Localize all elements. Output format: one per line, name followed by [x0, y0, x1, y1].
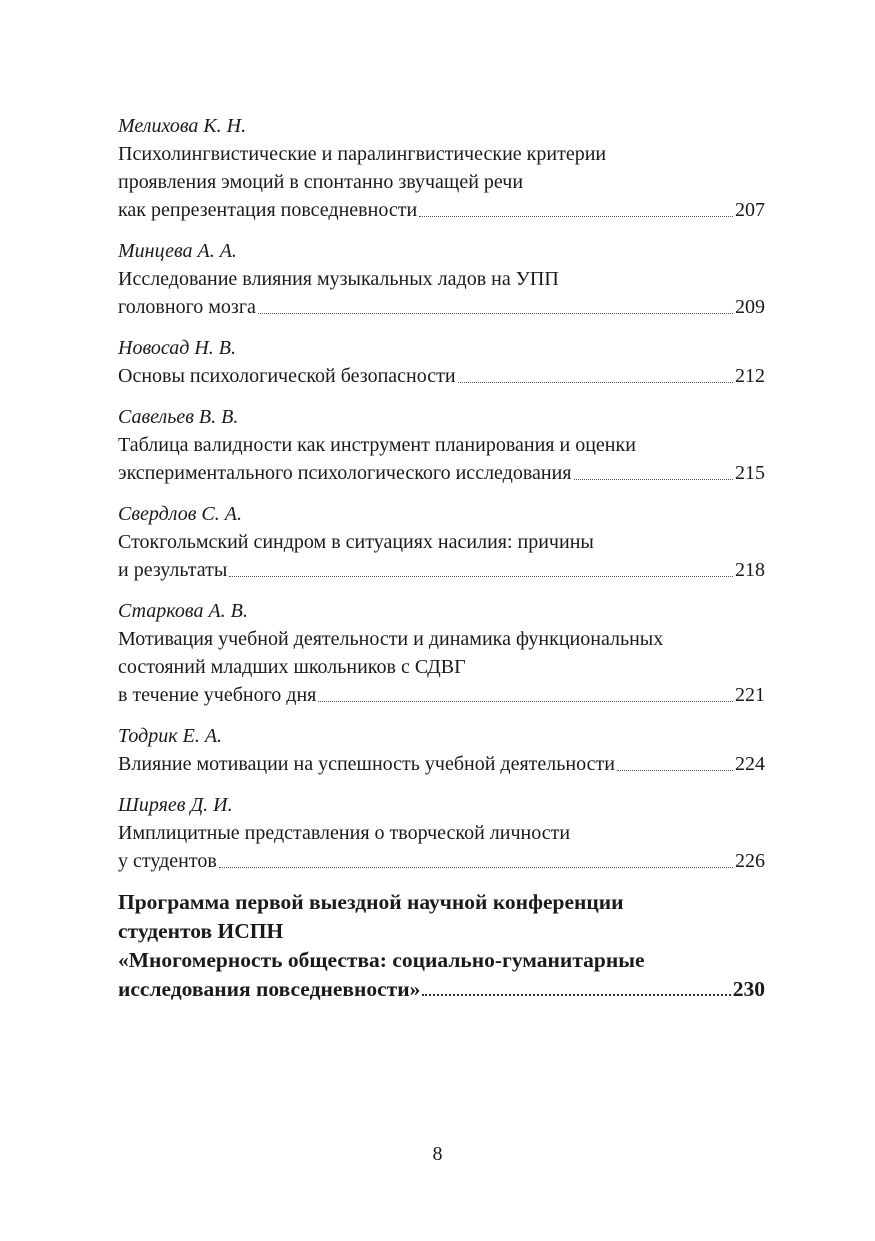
entry-title-line: Влияние мотивации на успешность учебной деятельности — [118, 753, 615, 775]
dot-leader — [422, 993, 730, 996]
entry-title-last-line — [118, 750, 765, 778]
entry-author: Мелихова К. Н. — [118, 115, 247, 137]
program-page-number: 230 — [732, 977, 765, 1001]
toc-entry — [118, 597, 765, 709]
toc-entry — [118, 722, 765, 778]
entry-title-line: проявления эмоций в спонтанно звучащей речи — [118, 171, 524, 193]
entry-title-line: Таблица валидности как инструмент планирования и оценки — [118, 434, 636, 456]
entry-page-number: 224 — [735, 753, 765, 775]
toc-entry — [118, 334, 765, 390]
program-entry — [118, 888, 765, 1004]
entry-page-number: 221 — [735, 684, 765, 706]
entry-title-line: Стокгольмский синдром в ситуациях насилия: причины — [118, 531, 594, 553]
entry-title-last-line — [118, 556, 765, 584]
dot-leader — [258, 312, 733, 314]
entry-title-last-line — [118, 847, 765, 875]
toc-entry — [118, 791, 765, 875]
entry-title-last-line — [118, 293, 765, 321]
dot-leader — [229, 575, 733, 577]
entry-author: Свердлов С. А. — [118, 503, 242, 525]
entry-page-number: 215 — [735, 462, 765, 484]
program-title-line: студентов ИСПН — [118, 919, 284, 943]
table-of-contents — [118, 112, 765, 1004]
entry-author: Минцева А. А. — [118, 240, 237, 262]
entry-title-line: состояний младших школьников с СДВГ — [118, 656, 466, 678]
entry-title-line: Мотивация учебной деятельности и динамика функциональных — [118, 628, 664, 650]
entry-page-number: 209 — [735, 296, 765, 318]
program-title-line: исследования повседневности» — [118, 977, 421, 1001]
entry-title-line: в течение учебного дня — [118, 684, 317, 706]
dot-leader — [419, 215, 733, 217]
entry-title-line: экспериментального психологического исследования — [118, 462, 572, 484]
toc-entry — [118, 403, 765, 487]
toc-entry — [118, 500, 765, 584]
dot-leader — [574, 478, 734, 480]
entry-title-line: Исследование влияния музыкальных ладов на УПП — [118, 268, 559, 290]
toc-entry — [118, 112, 765, 224]
entry-page-number: 212 — [735, 365, 765, 387]
entry-title-line: как репрезентация повседневности — [118, 199, 418, 221]
toc-entry — [118, 237, 765, 321]
entry-author: Ширяев Д. И. — [118, 794, 233, 816]
entry-title-last-line — [118, 459, 765, 487]
entry-title-line: Психолингвистические и паралингвистические критерии — [118, 143, 607, 165]
dot-leader — [617, 769, 733, 771]
entry-title-line: у студентов — [118, 850, 217, 872]
entry-page-number: 218 — [735, 559, 765, 581]
dot-leader — [458, 381, 733, 383]
entry-author: Тодрик Е. А. — [118, 725, 223, 747]
entry-author: Савельев В. В. — [118, 406, 239, 428]
dot-leader — [219, 866, 733, 868]
program-title-line: «Многомерность общества: социально-гуманитарные — [118, 948, 645, 972]
entry-title-line: головного мозга — [118, 296, 256, 318]
entry-page-number: 226 — [735, 850, 765, 872]
entry-title-line: Основы психологической безопасности — [118, 365, 456, 387]
entry-title-line: и результаты — [118, 559, 228, 581]
entry-author: Старкова А. В. — [118, 600, 248, 622]
program-title-line: Программа первой выездной научной конференции — [118, 890, 624, 914]
page-number: 8 — [432, 1143, 443, 1165]
entry-title-last-line — [118, 362, 765, 390]
entry-title-line: Имплицитные представления о творческой личности — [118, 822, 571, 844]
program-title-last-line — [118, 975, 765, 1004]
entry-title-last-line — [118, 196, 765, 224]
entry-title-last-line — [118, 681, 765, 709]
entry-page-number: 207 — [735, 199, 765, 221]
entry-author: Новосад Н. В. — [118, 337, 236, 359]
dot-leader — [318, 700, 733, 702]
